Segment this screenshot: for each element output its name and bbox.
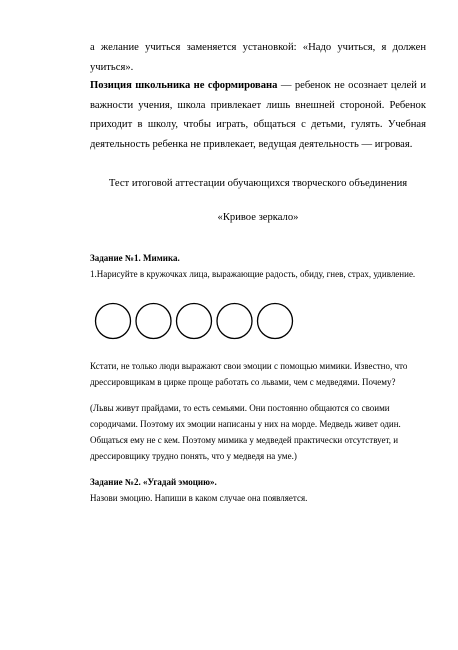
paragraph-position-not-formed xyxy=(90,76,426,154)
paragraph-motivation: а желание учиться заменяется установкой: «Надо учиться, я должен учиться». xyxy=(90,42,426,73)
face-circle xyxy=(96,304,131,339)
test-title: Тест итоговой аттестации обучающихся творческого объединения xyxy=(108,178,408,189)
test-subtitle: «Кривое зеркало» xyxy=(217,212,299,223)
face-circle xyxy=(136,304,171,339)
task2-instructions: Назови эмоцию. Напиши в каком случае она появляется. xyxy=(90,493,308,503)
face-circle xyxy=(177,304,212,339)
face-circle xyxy=(258,304,293,339)
face-circles xyxy=(94,301,294,341)
task2-heading-text: Задание №2. «Угадай эмоцию». xyxy=(90,477,217,487)
note-paragraph: Кстати, не только люди выражают свои эмоции с помощью мимики. Известно, что дрессировщикам в цирке проще работать со львами, чем с медведями. Почему? xyxy=(90,361,408,387)
face-circle xyxy=(217,304,252,339)
paragraph-body: — ребенок не осознает целей и важности учения, школа привлекает лишь внешней стороной. Ребенок приходит в школу, чтобы играть, общаться с детьми, гулять. Учебная деятельность ребенка не привлекает, ведущая деятельность — игровая. xyxy=(90,80,426,150)
task1-heading xyxy=(90,250,426,266)
task2-heading xyxy=(90,474,426,490)
task1-heading-text: Задание №1. Мимика. xyxy=(90,253,180,263)
paragraph-bold-lead: Позиция школьника не сформирована xyxy=(90,80,278,91)
answer-paragraph: (Львы живут прайдами, то есть семьями. Они постоянно общаются со своими сородичами. Поэтому их эмоции написаны у них на морде. Медведь живет один. Общаться ему не с кем. Поэтому мимика у медведей практически отсутствует, и дрессировщику трудно понять, что у медведя на уме.) xyxy=(90,403,401,461)
task1-instructions: 1.Нарисуйте в кружочках лица, выражающие радость, обиду, гнев, страх, удивление. xyxy=(90,269,416,279)
